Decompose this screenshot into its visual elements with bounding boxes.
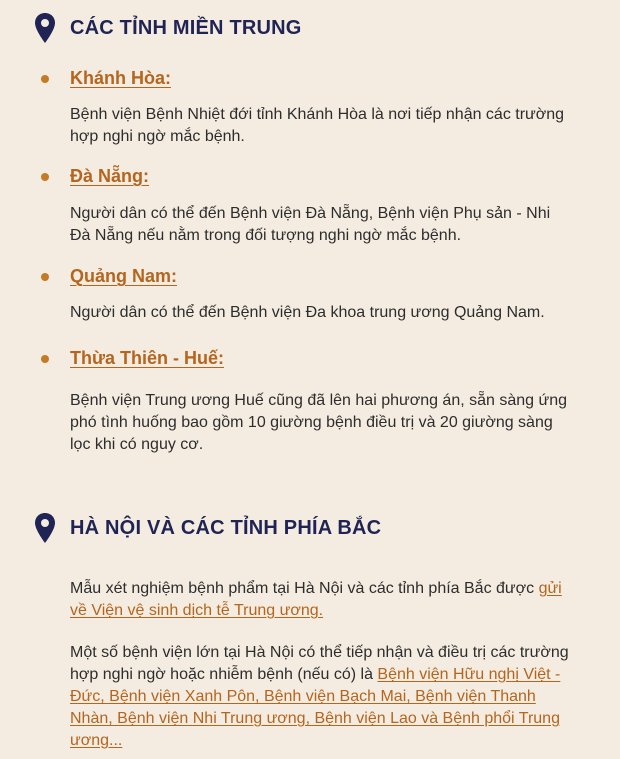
hospital-list-link[interactable]: Bệnh viện Hữu nghị Việt - Đức, Bệnh viện Xanh Pôn, Bệnh viện Bạch Mai, Bệnh viện Thanh Nhàn, Bệnh viện Nhi Trung ương, Bệnh viện Lao và Bệnh phổi Trung ương... xyxy=(70,666,561,749)
item-heading-hue[interactable]: Thừa Thiên - Huế: xyxy=(70,348,225,368)
north-paragraph-2 xyxy=(70,642,570,752)
section-title: HÀ NỘI VÀ CÁC TỈNH PHÍA BẮC xyxy=(70,516,382,539)
item-body-da-nang: Người dân có thể đến Bệnh viện Đà Nẵng, Bệnh viện Phụ sản - Nhi Đà Nẵng nếu nằm trong đối tượng nghi ngờ mắc bệnh. xyxy=(70,205,551,244)
map-pin-icon xyxy=(34,512,56,544)
north-paragraph-1 xyxy=(70,578,570,622)
item-body-quang-nam: Người dân có thể đến Bệnh viện Đa khoa trung ương Quảng Nam. xyxy=(70,304,545,321)
item-body-khanh-hoa: Bệnh viện Bệnh Nhiệt đới tỉnh Khánh Hòa là nơi tiếp nhận các trường hợp nghi ngờ mắc bệnh. xyxy=(70,106,565,145)
item-body-hue: Bệnh viện Trung ương Huế cũng đã lên hai phương án, sẵn sàng ứng phó tình huống bao gồm 10 giường bệnh điều trị và 20 giường sàng lọc khi có nguy cơ. xyxy=(70,392,568,453)
item-heading-da-nang[interactable]: Đà Nẵng: xyxy=(70,166,150,186)
bullet-dot-icon xyxy=(41,355,49,363)
section-header-north xyxy=(34,512,381,544)
section-header-central xyxy=(34,12,302,44)
north-paragraph-1-text: Mẫu xét nghiệm bệnh phẩm tại Hà Nội và các tỉnh phía Bắc được xyxy=(70,580,539,597)
item-heading-khanh-hoa[interactable]: Khánh Hòa: xyxy=(70,68,171,88)
north-paragraph-2-text: Một số bệnh viện lớn tại Hà Nội có thể tiếp nhận và điều trị các trường hợp nghi ngờ hoặc nhiễm bệnh (nếu có) là xyxy=(70,644,569,683)
item-heading-quang-nam[interactable]: Quảng Nam: xyxy=(70,266,178,286)
bullet-dot-icon xyxy=(41,75,49,83)
section-title: CÁC TỈNH MIỀN TRUNG xyxy=(70,16,302,39)
map-pin-icon xyxy=(34,12,56,44)
bullet-dot-icon xyxy=(41,173,49,181)
bullet-dot-icon xyxy=(41,273,49,281)
lab-link[interactable]: gửi về Viện vệ sinh dịch tễ Trung ương. xyxy=(70,580,562,619)
